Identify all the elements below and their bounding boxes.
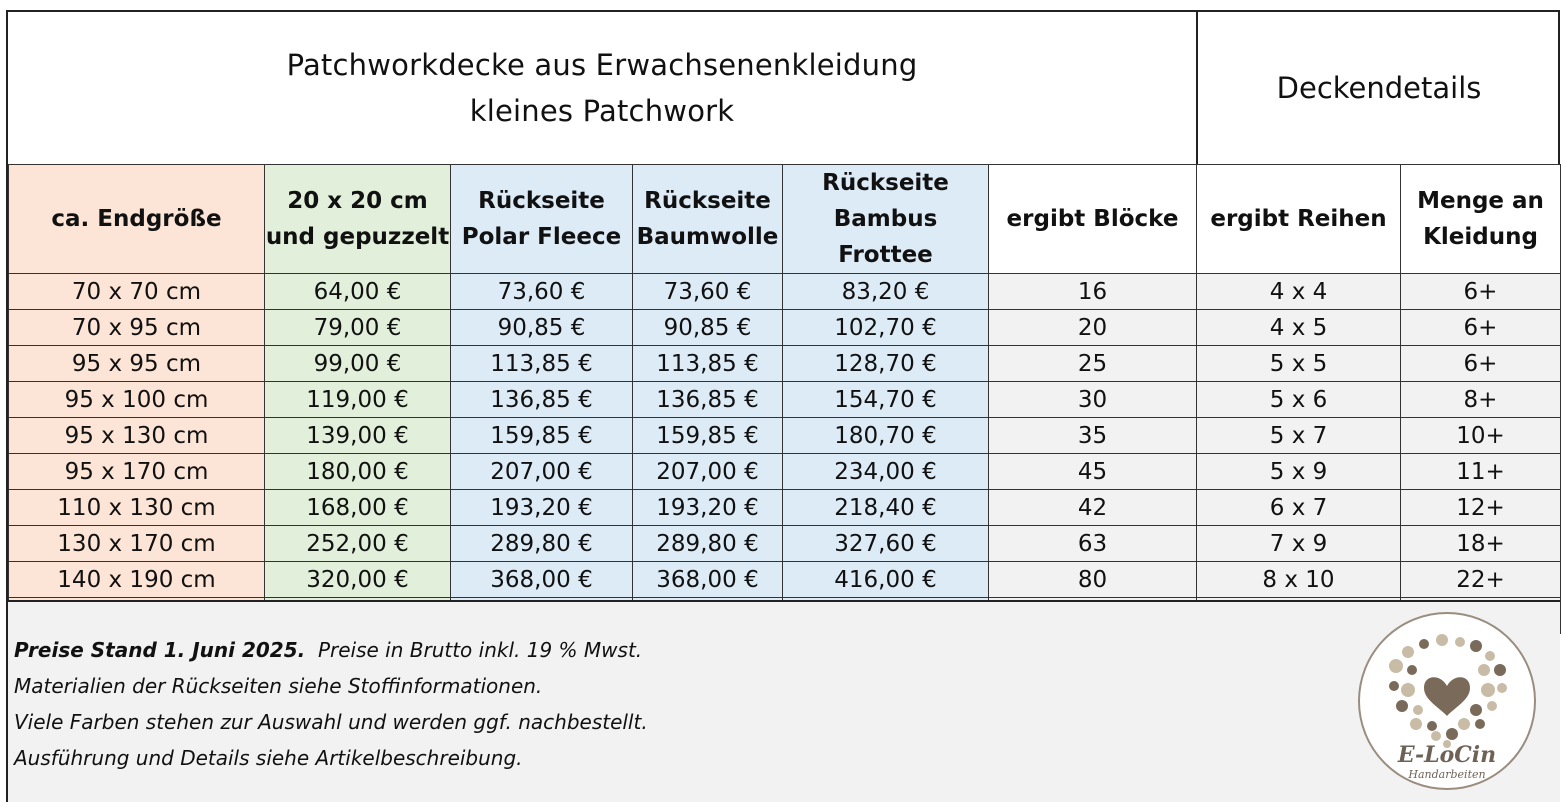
column-header-bamboo: Rückseite Bambus Frottee bbox=[783, 165, 989, 274]
note-line-4: Ausführung und Details siehe Artikelbeschreibung. bbox=[14, 746, 523, 770]
price-table bbox=[8, 164, 1561, 634]
size-cell: 70 x 95 cm bbox=[9, 310, 265, 346]
bamboo-price-cell: 128,70 € bbox=[783, 346, 989, 382]
base-price-cell: 168,00 € bbox=[265, 490, 451, 526]
table-row bbox=[9, 346, 1561, 382]
table-row bbox=[9, 274, 1561, 310]
cotton-price-cell: 368,00 € bbox=[633, 562, 783, 598]
base-price-cell: 64,00 € bbox=[265, 274, 451, 310]
rows-cell: 7 x 9 bbox=[1197, 526, 1401, 562]
table-header-row bbox=[9, 165, 1561, 274]
rows-cell: 5 x 7 bbox=[1197, 418, 1401, 454]
column-header-base: 20 x 20 cm und gepuzzelt bbox=[265, 165, 451, 274]
column-header-fleece: Rückseite Polar Fleece bbox=[451, 165, 633, 274]
cotton-price-cell: 113,85 € bbox=[633, 346, 783, 382]
price-sheet bbox=[6, 10, 1560, 802]
clothing-cell: 6+ bbox=[1401, 346, 1561, 382]
clothing-cell: 6+ bbox=[1401, 310, 1561, 346]
fleece-price-cell: 90,85 € bbox=[451, 310, 633, 346]
size-cell: 110 x 130 cm bbox=[9, 490, 265, 526]
column-header-clothing: Menge an Kleidung bbox=[1401, 165, 1561, 274]
base-price-cell: 180,00 € bbox=[265, 454, 451, 490]
blocks-cell: 42 bbox=[989, 490, 1197, 526]
logo-subtitle: Handarbeiten bbox=[1408, 768, 1486, 781]
blocks-cell: 35 bbox=[989, 418, 1197, 454]
base-price-cell: 119,00 € bbox=[265, 382, 451, 418]
title-block bbox=[8, 12, 1196, 164]
table-row bbox=[9, 562, 1561, 598]
price-vat: Preise in Brutto inkl. 19 % Mwst. bbox=[317, 638, 643, 662]
column-header-rows: ergibt Reihen bbox=[1197, 165, 1401, 274]
page-title: Patchworkdecke aus Erwachsenenkleidung bbox=[286, 48, 918, 82]
size-cell: 95 x 100 cm bbox=[9, 382, 265, 418]
fleece-price-cell: 289,80 € bbox=[451, 526, 633, 562]
bamboo-price-cell: 416,00 € bbox=[783, 562, 989, 598]
bamboo-price-cell: 218,40 € bbox=[783, 490, 989, 526]
blocks-cell: 25 bbox=[989, 346, 1197, 382]
logo-name: E-LoCin bbox=[1397, 742, 1497, 768]
clothing-cell: 8+ bbox=[1401, 382, 1561, 418]
cotton-price-cell: 73,60 € bbox=[633, 274, 783, 310]
size-cell: 70 x 70 cm bbox=[9, 274, 265, 310]
size-cell: 130 x 170 cm bbox=[9, 526, 265, 562]
fleece-price-cell: 136,85 € bbox=[451, 382, 633, 418]
price-date: Preise Stand 1. Juni 2025. bbox=[14, 638, 306, 662]
table-row bbox=[9, 310, 1561, 346]
base-price-cell: 99,00 € bbox=[265, 346, 451, 382]
base-price-cell: 320,00 € bbox=[265, 562, 451, 598]
blocks-cell: 20 bbox=[989, 310, 1197, 346]
bamboo-price-cell: 102,70 € bbox=[783, 310, 989, 346]
fleece-price-cell: 73,60 € bbox=[451, 274, 633, 310]
cotton-price-cell: 207,00 € bbox=[633, 454, 783, 490]
clothing-cell: 22+ bbox=[1401, 562, 1561, 598]
clothing-cell: 18+ bbox=[1401, 526, 1561, 562]
table-row bbox=[9, 418, 1561, 454]
note-line-2: Materialien der Rückseiten siehe Stoffinformationen. bbox=[14, 674, 543, 698]
brand-logo bbox=[1356, 610, 1538, 792]
fleece-price-cell: 159,85 € bbox=[451, 418, 633, 454]
rows-cell: 8 x 10 bbox=[1197, 562, 1401, 598]
clothing-cell: 6+ bbox=[1401, 274, 1561, 310]
size-cell: 140 x 190 cm bbox=[9, 562, 265, 598]
base-price-cell: 139,00 € bbox=[265, 418, 451, 454]
page-subtitle: kleines Patchwork bbox=[469, 94, 735, 128]
table-row bbox=[9, 490, 1561, 526]
column-header-cotton: Rückseite Baumwolle bbox=[633, 165, 783, 274]
clothing-cell: 10+ bbox=[1401, 418, 1561, 454]
table-row bbox=[9, 382, 1561, 418]
blocks-cell: 63 bbox=[989, 526, 1197, 562]
size-cell: 95 x 170 cm bbox=[9, 454, 265, 490]
bamboo-price-cell: 83,20 € bbox=[783, 274, 989, 310]
bamboo-price-cell: 327,60 € bbox=[783, 526, 989, 562]
fleece-price-cell: 207,00 € bbox=[451, 454, 633, 490]
base-price-cell: 79,00 € bbox=[265, 310, 451, 346]
blocks-cell: 80 bbox=[989, 562, 1197, 598]
table-row bbox=[9, 526, 1561, 562]
note-line-3: Viele Farben stehen zur Auswahl und werden ggf. nachbestellt. bbox=[14, 710, 648, 734]
cotton-price-cell: 136,85 € bbox=[633, 382, 783, 418]
cotton-price-cell: 193,20 € bbox=[633, 490, 783, 526]
base-price-cell: 252,00 € bbox=[265, 526, 451, 562]
bamboo-price-cell: 234,00 € bbox=[783, 454, 989, 490]
rows-cell: 5 x 5 bbox=[1197, 346, 1401, 382]
rows-cell: 6 x 7 bbox=[1197, 490, 1401, 526]
note-line-1 bbox=[14, 632, 648, 668]
details-title: Deckendetails bbox=[1276, 71, 1482, 105]
notes bbox=[14, 632, 648, 776]
blocks-cell: 45 bbox=[989, 454, 1197, 490]
footer bbox=[8, 600, 1560, 802]
cotton-price-cell: 289,80 € bbox=[633, 526, 783, 562]
blocks-cell: 30 bbox=[989, 382, 1197, 418]
rows-cell: 4 x 4 bbox=[1197, 274, 1401, 310]
fleece-price-cell: 368,00 € bbox=[451, 562, 633, 598]
fleece-price-cell: 113,85 € bbox=[451, 346, 633, 382]
rows-cell: 5 x 6 bbox=[1197, 382, 1401, 418]
bamboo-price-cell: 154,70 € bbox=[783, 382, 989, 418]
details-heading bbox=[1196, 12, 1560, 164]
clothing-cell: 11+ bbox=[1401, 454, 1561, 490]
rows-cell: 5 x 9 bbox=[1197, 454, 1401, 490]
blocks-cell: 16 bbox=[989, 274, 1197, 310]
table-row bbox=[9, 454, 1561, 490]
table-body bbox=[9, 274, 1561, 634]
cotton-price-cell: 159,85 € bbox=[633, 418, 783, 454]
fleece-price-cell: 193,20 € bbox=[451, 490, 633, 526]
clothing-cell: 12+ bbox=[1401, 490, 1561, 526]
column-header-blocks: ergibt Blöcke bbox=[989, 165, 1197, 274]
column-header-size: ca. Endgröße bbox=[9, 165, 265, 274]
size-cell: 95 x 95 cm bbox=[9, 346, 265, 382]
cotton-price-cell: 90,85 € bbox=[633, 310, 783, 346]
size-cell: 95 x 130 cm bbox=[9, 418, 265, 454]
bamboo-price-cell: 180,70 € bbox=[783, 418, 989, 454]
rows-cell: 4 x 5 bbox=[1197, 310, 1401, 346]
